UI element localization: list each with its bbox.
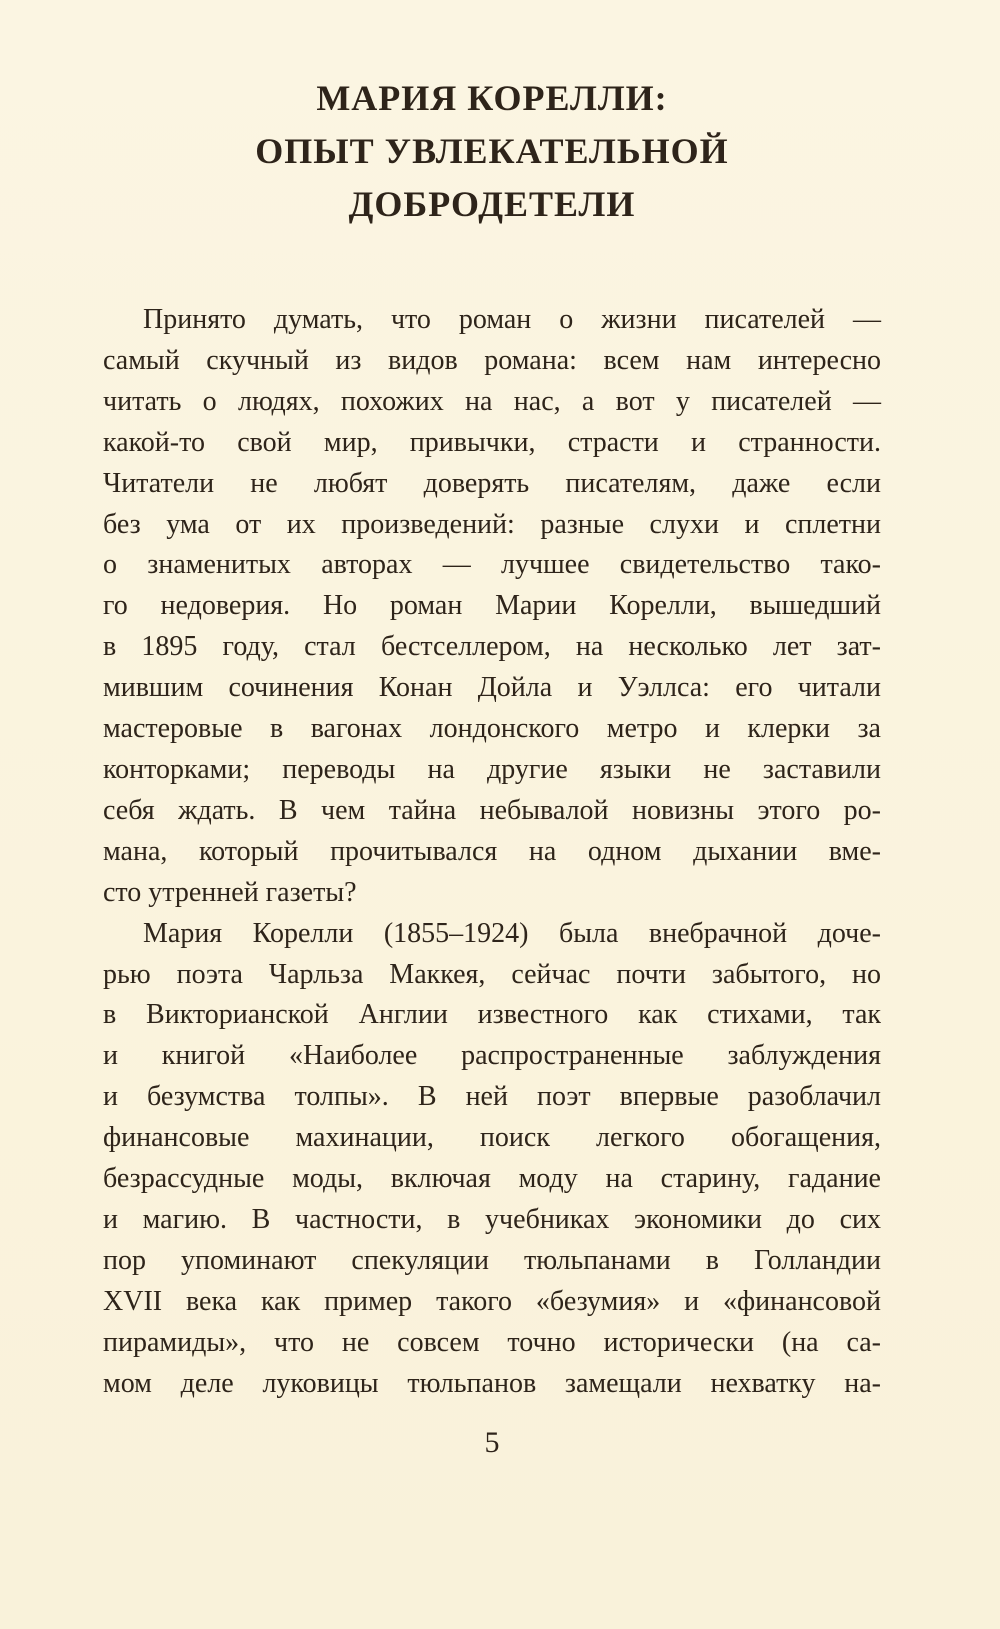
text-line: мом деле луковицы тюльпанов замещали нехватку на- — [103, 1367, 881, 1399]
text-line: мастеровые в вагонах лондонского метро и клерки за — [103, 713, 881, 745]
text-line: XVII века как пример такого «безумия» и «финансовой — [103, 1285, 881, 1317]
text-line: в 1895 году, стал бестселлером, на несколько лет зат- — [103, 631, 881, 663]
text-line: в Викторианской Англии известного как стихами, так — [103, 999, 881, 1031]
text-line: себя ждать. В чем тайна небывалой новизны этого ро- — [103, 794, 881, 826]
text-line: пирамиды», что не совсем точно исторически (на са- — [103, 1326, 881, 1358]
page-number: 5 — [484, 1426, 500, 1459]
paragraph — [103, 300, 881, 914]
text-block — [103, 300, 881, 1404]
paragraph — [103, 914, 881, 1405]
chapter-title — [103, 72, 881, 231]
text-line: конторками; переводы на другие языки не заставили — [103, 753, 881, 785]
text-line: Читатели не любят доверять писателям, даже если — [103, 467, 881, 499]
title-line: ОПЫТ УВЛЕКАТЕЛЬНОЙ — [255, 131, 729, 171]
title-line: МАРИЯ КОРЕЛЛИ: — [316, 78, 668, 118]
text-line: Мария Корелли (1855–1924) была внебрачной доче- — [143, 917, 881, 949]
text-line: мившим сочинения Конан Дойла и Уэллса: его читали — [103, 672, 881, 704]
text-line: мана, который прочитывался на одном дыхании вме- — [103, 835, 881, 867]
text-line: самый скучный из видов романа: всем нам интересно — [103, 344, 881, 376]
text-line: без ума от их произведений: разные слухи и сплетни — [103, 508, 881, 540]
title-line: ДОБРОДЕТЕЛИ — [348, 184, 636, 224]
text-line: какой-то свой мир, привычки, страсти и странности. — [103, 426, 881, 458]
text-line: сто утренней газеты? — [103, 876, 357, 908]
text-line: финансовые махинации, поиск легкого обогащения, — [103, 1122, 881, 1154]
text-line: пор упоминают спекуляции тюльпанами в Голландии — [103, 1244, 881, 1276]
text-line: читать о людях, похожих на нас, а вот у писателей — — [103, 385, 881, 417]
text-line: и книгой «Наиболее распространенные заблуждения — [103, 1040, 881, 1072]
text-line: безрассудные моды, включая моду на старину, гадание — [103, 1163, 881, 1195]
text-line: и магию. В частности, в учебниках экономики до сих — [103, 1203, 881, 1235]
text-line: Принято думать, что роман о жизни писателей — — [143, 304, 881, 335]
text-line: о знаменитых авторах — лучшее свидетельство тако- — [103, 549, 881, 581]
text-line: и безумства толпы». В ней поэт впервые разоблачил — [103, 1081, 881, 1113]
text-line: рью поэта Чарльза Маккея, сейчас почти забытого, но — [103, 958, 881, 990]
text-line: го недоверия. Но роман Марии Корелли, вышедший — [103, 590, 881, 622]
